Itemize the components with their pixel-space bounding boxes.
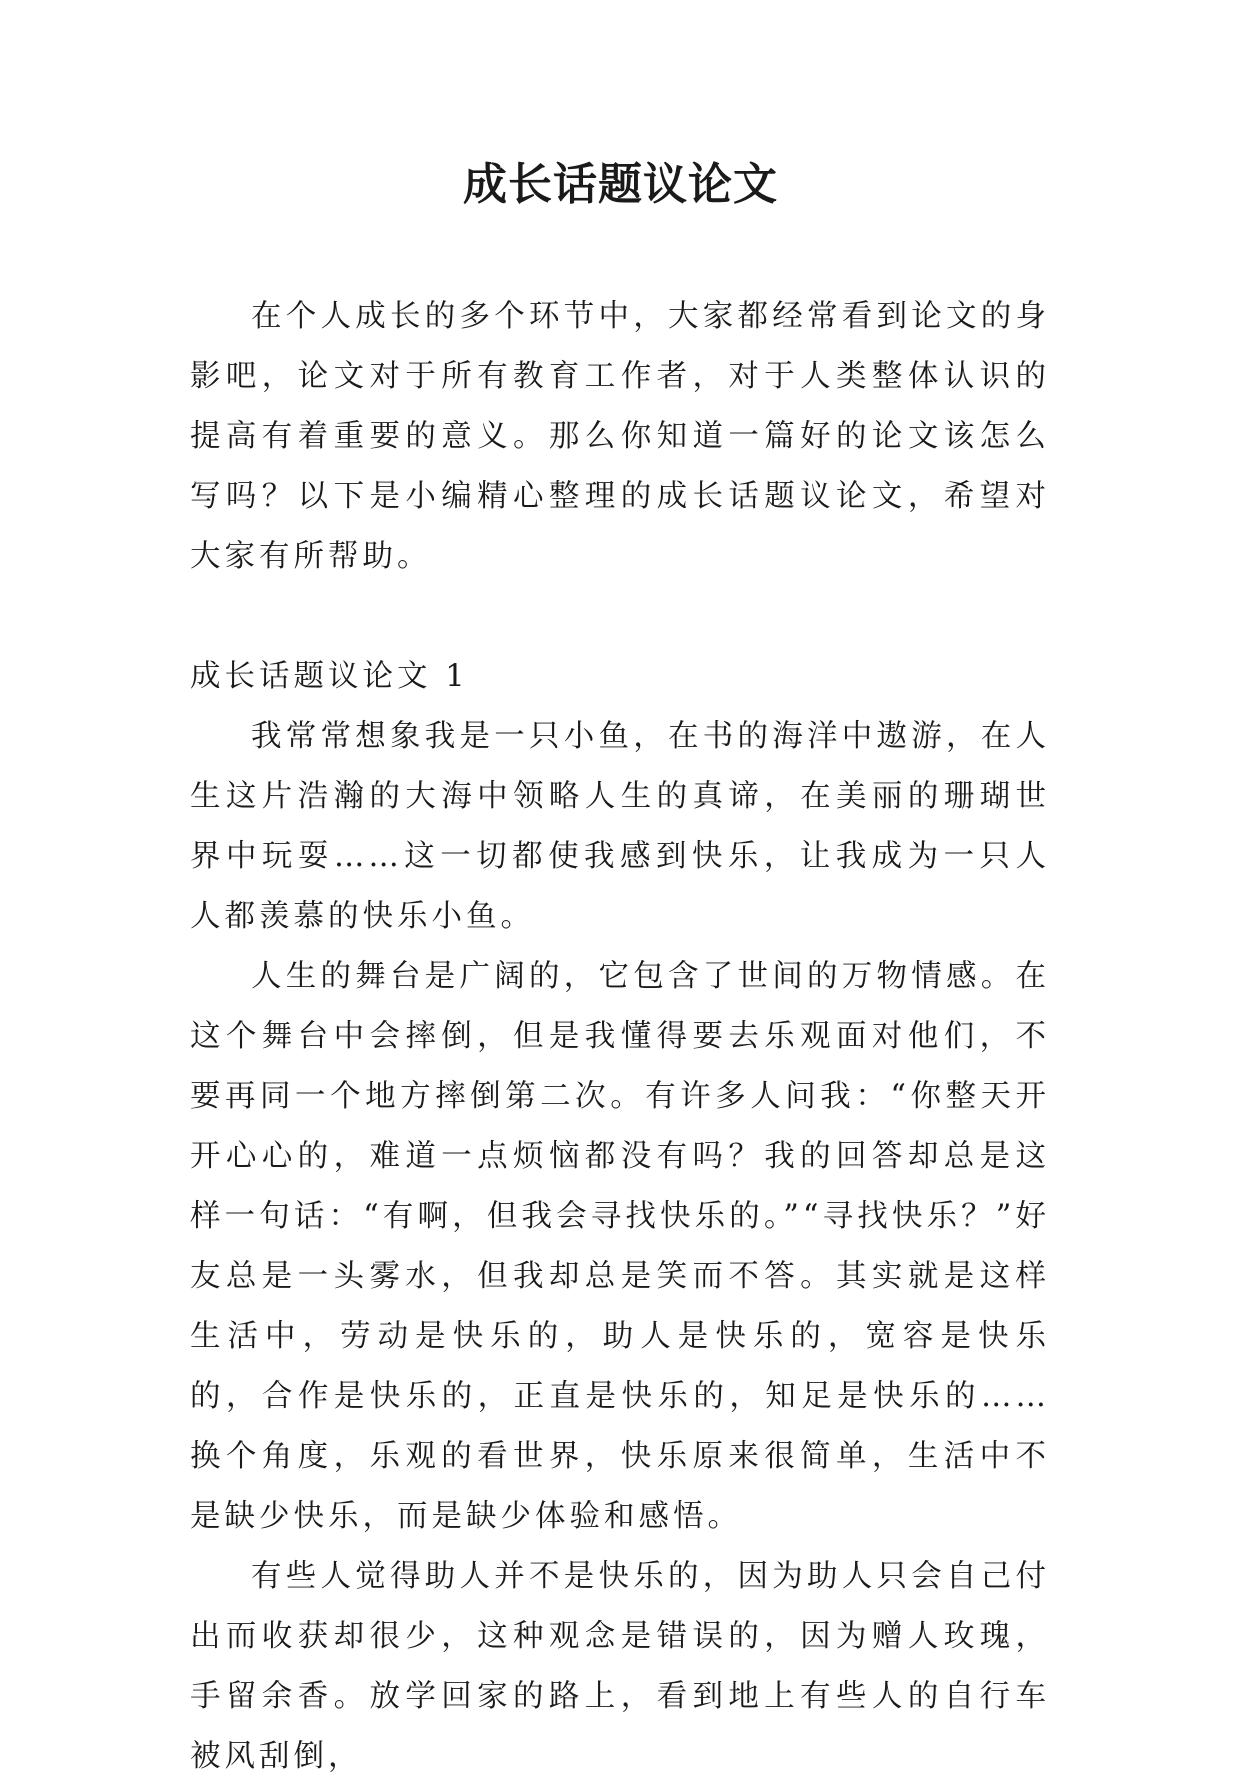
body-paragraph: 我常常想象我是一只小鱼，在书的海洋中遨游，在人生这片浩瀚的大海中领略人生的真谛，在美丽的珊瑚世界中玩耍……这一切都使我感到快乐，让我成为一只人人都羡慕的快乐小鱼。 [190,719,1050,934]
body-paragraph: 人生的舞台是广阔的，它包含了世间的万物情感。在这个舞台中会摔倒，但是我懂得要去乐观面对他们，不要再同一个地方摔倒第二次。有许多人问我：“你整天开开心心的，难道一点烦恼都没有吗？我的回答却总是这样一句话：“有啊，但我会寻找快乐的。”“寻找快乐？”好友总是一头雾水，但我却总是笑而不答。其实就是这样生活中，劳动是快乐的，助人是快乐的，宽容是快乐的，合作是快乐的，正直是快乐的，知足是快乐的……换个角度，乐观的看世界，快乐原来很简单，生活中不是缺少快乐，而是缺少体验和感悟。 [190,959,1050,1534]
document-title: 成长话题议论文 [463,159,778,210]
document-body [190,287,1050,1787]
section-heading: 成长话题议论文 1 [190,659,469,694]
body-paragraph: 有些人觉得助人并不是快乐的，因为助人只会自己付出而收获却很少，这种观念是错误的，因为赠人玫瑰，手留余香。放学回家的路上，看到地上有些人的自行车被风刮倒， [190,1559,1050,1774]
intro-paragraph: 在个人成长的多个环节中，大家都经常看到论文的身影吧，论文对于所有教育工作者，对于人类整体认识的提高有着重要的意义。那么你知道一篇好的论文该怎么写吗？以下是小编精心整理的成长话题议论文，希望对大家有所帮助。 [190,299,1050,574]
